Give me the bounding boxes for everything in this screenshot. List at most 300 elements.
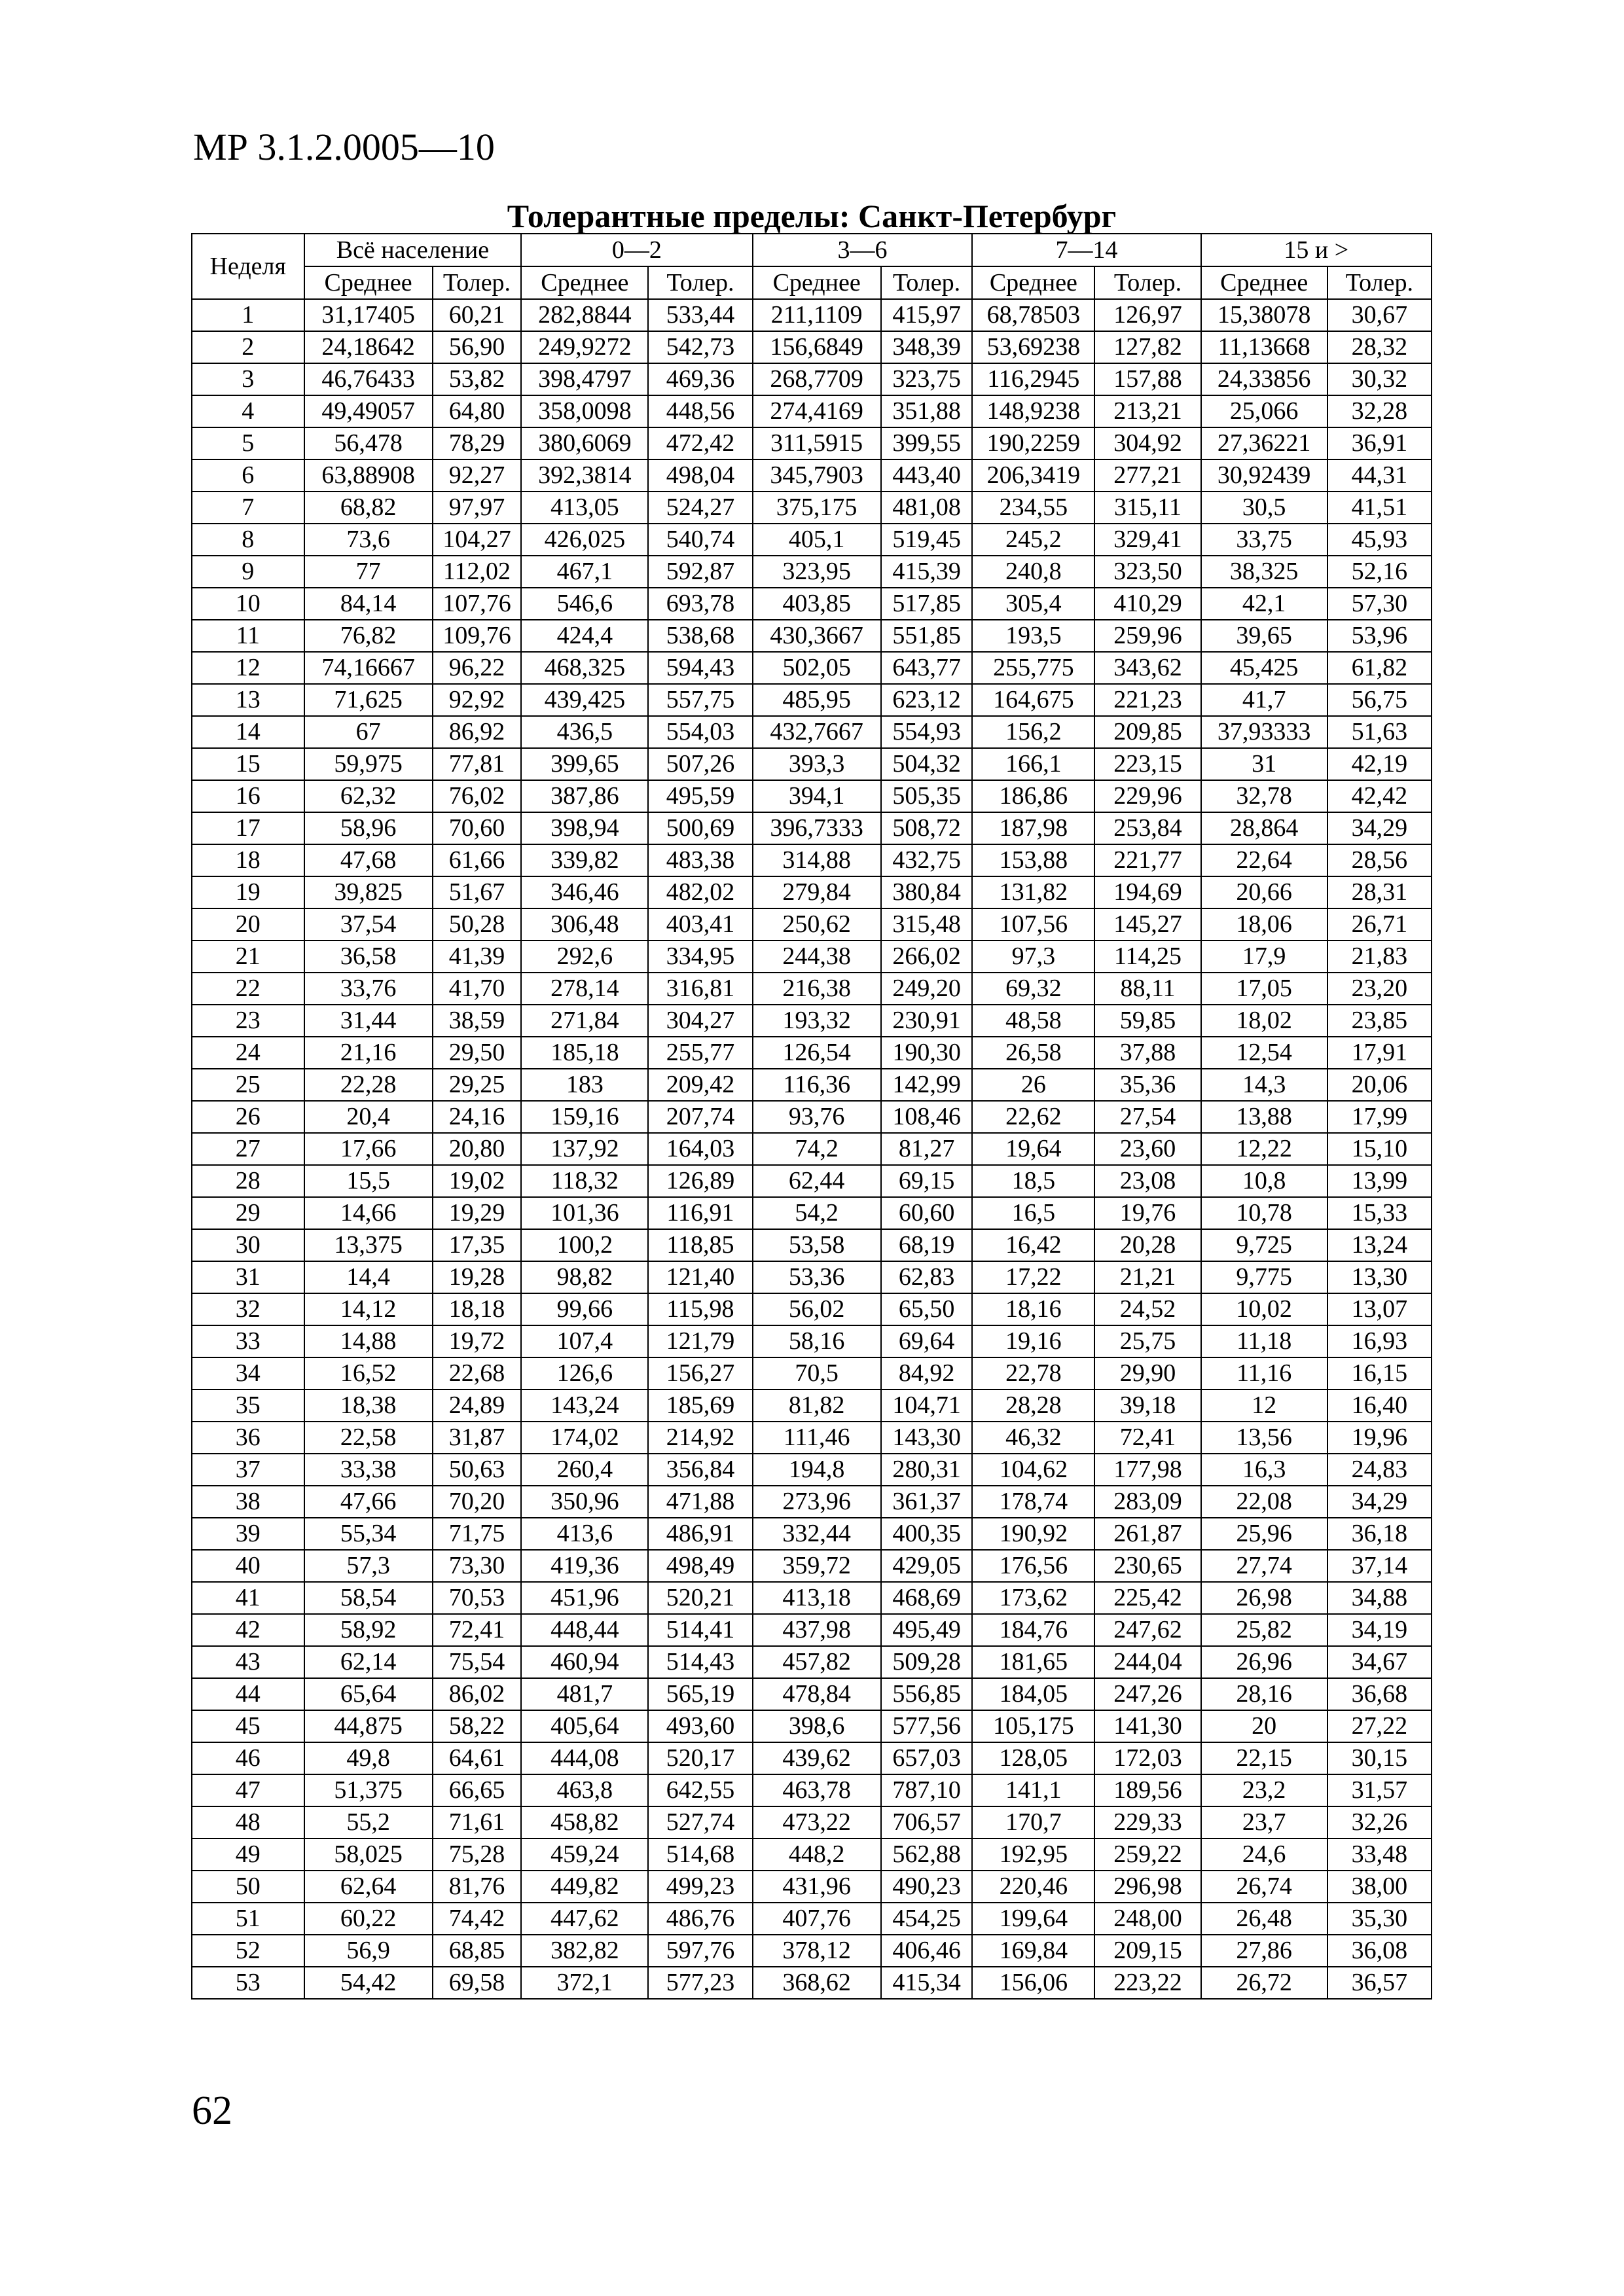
mean-cell: 31 (1201, 748, 1327, 780)
tolerance-cell: 28,32 (1327, 331, 1432, 363)
table-row (192, 1550, 1432, 1582)
tolerance-cell: 19,02 (433, 1165, 522, 1197)
tolerance-cell: 41,51 (1327, 492, 1432, 524)
mean-cell: 467,1 (521, 556, 648, 588)
table-row (192, 299, 1432, 331)
table-row (192, 492, 1432, 524)
table-row (192, 1678, 1432, 1710)
tolerance-cell: 41,70 (433, 973, 522, 1005)
tolerance-cell: 23,08 (1094, 1165, 1200, 1197)
tolerance-cell: 304,92 (1094, 427, 1200, 459)
tolerance-cell: 20,28 (1094, 1229, 1200, 1261)
week-cell: 3 (192, 363, 304, 395)
tolerance-cell: 207,74 (648, 1101, 752, 1133)
mean-cell: 478,84 (753, 1678, 881, 1710)
tolerance-cell: 486,76 (648, 1903, 752, 1935)
mean-cell: 26 (972, 1069, 1094, 1101)
mean-cell: 380,6069 (521, 427, 648, 459)
mean-cell: 55,34 (304, 1518, 433, 1550)
mean-cell: 305,4 (972, 588, 1094, 620)
tolerance-cell: 86,02 (433, 1678, 522, 1710)
tolerance-cell: 253,84 (1094, 812, 1200, 844)
mean-cell: 101,36 (521, 1197, 648, 1229)
mean-cell: 18,06 (1201, 908, 1327, 941)
table-row (192, 556, 1432, 588)
tolerance-cell: 13,07 (1327, 1293, 1432, 1325)
week-cell: 6 (192, 459, 304, 492)
mean-cell: 372,1 (521, 1967, 648, 1999)
mean-cell: 220,46 (972, 1871, 1094, 1903)
header-row-groups (192, 234, 1432, 266)
tolerance-cell: 787,10 (881, 1774, 973, 1806)
mean-cell: 28,28 (972, 1390, 1094, 1422)
mean-cell: 105,175 (972, 1710, 1094, 1742)
tolerance-cell: 59,85 (1094, 1005, 1200, 1037)
tolerance-cell: 508,72 (881, 812, 973, 844)
mean-cell: 10,8 (1201, 1165, 1327, 1197)
tolerance-cell: 70,60 (433, 812, 522, 844)
subheader-mean: Среднее (1201, 266, 1327, 299)
mean-cell: 166,1 (972, 748, 1094, 780)
group-header-age-3-6: 3—6 (753, 234, 973, 266)
tolerance-cell: 577,56 (881, 1710, 973, 1742)
mean-cell: 48,58 (972, 1005, 1094, 1037)
tolerance-cell: 554,93 (881, 716, 973, 748)
tolerance-cell: 221,23 (1094, 684, 1200, 716)
tolerance-cell: 296,98 (1094, 1871, 1200, 1903)
tolerance-cell: 60,60 (881, 1197, 973, 1229)
tolerance-cell: 556,85 (881, 1678, 973, 1710)
tolerance-cell: 20,06 (1327, 1069, 1432, 1101)
tolerance-cell: 20,80 (433, 1133, 522, 1165)
tolerance-cell: 266,02 (881, 941, 973, 973)
mean-cell: 22,08 (1201, 1486, 1327, 1518)
tolerance-cell: 230,65 (1094, 1550, 1200, 1582)
mean-cell: 53,36 (753, 1261, 881, 1293)
tolerance-cell: 92,27 (433, 459, 522, 492)
table-body (192, 299, 1432, 1999)
mean-cell: 47,66 (304, 1486, 433, 1518)
mean-cell: 14,4 (304, 1261, 433, 1293)
tolerance-cell: 17,99 (1327, 1101, 1432, 1133)
mean-cell: 439,62 (753, 1742, 881, 1774)
mean-cell: 485,95 (753, 684, 881, 716)
tolerance-cell: 112,02 (433, 556, 522, 588)
tolerance-cell: 594,43 (648, 652, 752, 684)
tolerance-cell: 323,50 (1094, 556, 1200, 588)
tolerance-cell: 118,85 (648, 1229, 752, 1261)
table-row (192, 1582, 1432, 1614)
mean-cell: 502,05 (753, 652, 881, 684)
mean-cell: 448,44 (521, 1614, 648, 1646)
week-cell: 25 (192, 1069, 304, 1101)
mean-cell: 118,32 (521, 1165, 648, 1197)
mean-cell: 59,975 (304, 748, 433, 780)
tolerance-cell: 261,87 (1094, 1518, 1200, 1550)
tolerance-cell: 33,48 (1327, 1839, 1432, 1871)
tolerance-cell: 157,88 (1094, 363, 1200, 395)
table-row (192, 1293, 1432, 1325)
table-row (192, 1101, 1432, 1133)
mean-cell: 332,44 (753, 1518, 881, 1550)
mean-cell: 460,94 (521, 1646, 648, 1678)
tolerance-cell: 19,76 (1094, 1197, 1200, 1229)
mean-cell: 116,36 (753, 1069, 881, 1101)
tolerance-cell: 77,81 (433, 748, 522, 780)
mean-cell: 398,94 (521, 812, 648, 844)
tolerance-cell: 415,34 (881, 1967, 973, 1999)
mean-cell: 131,82 (972, 876, 1094, 908)
tolerance-cell: 259,96 (1094, 620, 1200, 652)
table-row (192, 1197, 1432, 1229)
mean-cell: 20 (1201, 1710, 1327, 1742)
table-row (192, 1454, 1432, 1486)
week-cell: 10 (192, 588, 304, 620)
table-row (192, 780, 1432, 812)
mean-cell: 46,32 (972, 1422, 1094, 1454)
mean-cell: 26,98 (1201, 1582, 1327, 1614)
tolerance-cell: 24,89 (433, 1390, 522, 1422)
mean-cell: 47,68 (304, 844, 433, 876)
mean-cell: 282,8844 (521, 299, 648, 331)
tolerance-cell: 481,08 (881, 492, 973, 524)
mean-cell: 28,16 (1201, 1678, 1327, 1710)
table-row (192, 1806, 1432, 1839)
table-row (192, 1037, 1432, 1069)
week-cell: 24 (192, 1037, 304, 1069)
tolerance-cell: 28,31 (1327, 876, 1432, 908)
table-row (192, 1614, 1432, 1646)
mean-cell: 451,96 (521, 1582, 648, 1614)
tolerance-cell: 34,67 (1327, 1646, 1432, 1678)
tolerance-cell: 249,20 (881, 973, 973, 1005)
mean-cell: 62,44 (753, 1165, 881, 1197)
tolerance-cell: 259,22 (1094, 1839, 1200, 1871)
week-cell: 42 (192, 1614, 304, 1646)
tolerance-cell: 35,30 (1327, 1903, 1432, 1935)
mean-cell: 268,7709 (753, 363, 881, 395)
tolerance-cell: 177,98 (1094, 1454, 1200, 1486)
week-cell: 21 (192, 941, 304, 973)
tolerance-cell: 361,37 (881, 1486, 973, 1518)
mean-cell: 126,54 (753, 1037, 881, 1069)
mean-cell: 99,66 (521, 1293, 648, 1325)
mean-cell: 387,86 (521, 780, 648, 812)
table-row (192, 908, 1432, 941)
tolerance-cell: 74,42 (433, 1903, 522, 1935)
mean-cell: 458,82 (521, 1806, 648, 1839)
tolerance-cell: 13,24 (1327, 1229, 1432, 1261)
tolerance-cell: 143,30 (881, 1422, 973, 1454)
tolerance-cell: 410,29 (1094, 588, 1200, 620)
mean-cell: 39,65 (1201, 620, 1327, 652)
mean-cell: 18,16 (972, 1293, 1094, 1325)
tolerance-cell: 500,69 (648, 812, 752, 844)
week-cell: 30 (192, 1229, 304, 1261)
mean-cell: 273,96 (753, 1486, 881, 1518)
tolerance-cell: 189,56 (1094, 1774, 1200, 1806)
tolerance-cell: 64,61 (433, 1742, 522, 1774)
tolerance-cell: 56,75 (1327, 684, 1432, 716)
tolerance-cell: 27,22 (1327, 1710, 1432, 1742)
mean-cell: 449,82 (521, 1871, 648, 1903)
tolerance-cell: 448,56 (648, 395, 752, 427)
mean-cell: 13,88 (1201, 1101, 1327, 1133)
tolerance-cell: 69,64 (881, 1325, 973, 1357)
tolerance-cell: 36,91 (1327, 427, 1432, 459)
tolerance-cell: 592,87 (648, 556, 752, 588)
mean-cell: 16,52 (304, 1357, 433, 1390)
week-cell: 18 (192, 844, 304, 876)
tolerance-cell: 454,25 (881, 1903, 973, 1935)
tolerance-cell: 517,85 (881, 588, 973, 620)
table-row (192, 1967, 1432, 1999)
table-row (192, 941, 1432, 973)
mean-cell: 26,48 (1201, 1903, 1327, 1935)
mean-cell: 279,84 (753, 876, 881, 908)
tolerance-cell: 504,32 (881, 748, 973, 780)
mean-cell: 27,36221 (1201, 427, 1327, 459)
tolerance-cell: 415,39 (881, 556, 973, 588)
tolerance-cell: 75,28 (433, 1839, 522, 1871)
tolerance-cell: 223,15 (1094, 748, 1200, 780)
mean-cell: 448,2 (753, 1839, 881, 1871)
tolerance-cell: 524,27 (648, 492, 752, 524)
mean-cell: 398,4797 (521, 363, 648, 395)
tolerance-cell: 86,92 (433, 716, 522, 748)
mean-cell: 58,16 (753, 1325, 881, 1357)
mean-cell: 107,56 (972, 908, 1094, 941)
mean-cell: 128,05 (972, 1742, 1094, 1774)
mean-cell: 413,18 (753, 1582, 881, 1614)
mean-cell: 24,33856 (1201, 363, 1327, 395)
mean-cell: 27,74 (1201, 1550, 1327, 1582)
tolerance-cell: 51,63 (1327, 716, 1432, 748)
tolerance-cell: 498,49 (648, 1550, 752, 1582)
week-cell: 53 (192, 1967, 304, 1999)
mean-cell: 424,4 (521, 620, 648, 652)
week-cell: 1 (192, 299, 304, 331)
tolerance-cell: 50,28 (433, 908, 522, 941)
mean-cell: 22,58 (304, 1422, 433, 1454)
tolerance-cell: 351,88 (881, 395, 973, 427)
mean-cell: 184,05 (972, 1678, 1094, 1710)
mean-cell: 164,675 (972, 684, 1094, 716)
tolerance-cell: 495,59 (648, 780, 752, 812)
week-cell: 32 (192, 1293, 304, 1325)
tolerance-cell: 156,27 (648, 1357, 752, 1390)
tolerance-cell: 78,29 (433, 427, 522, 459)
table-title: Толерантные пределы: Санкт-Петербург (507, 198, 1117, 234)
tolerance-cell: 482,02 (648, 876, 752, 908)
tolerance-cell: 88,11 (1094, 973, 1200, 1005)
mean-cell: 14,12 (304, 1293, 433, 1325)
week-cell: 44 (192, 1678, 304, 1710)
tolerance-cell: 507,26 (648, 748, 752, 780)
mean-cell: 31,44 (304, 1005, 433, 1037)
mean-cell: 18,38 (304, 1390, 433, 1422)
week-cell: 34 (192, 1357, 304, 1390)
mean-cell: 192,95 (972, 1839, 1094, 1871)
mean-cell: 481,7 (521, 1678, 648, 1710)
table-row (192, 1710, 1432, 1742)
tolerance-cell: 247,62 (1094, 1614, 1200, 1646)
tolerance-cell: 565,19 (648, 1678, 752, 1710)
table-row (192, 1839, 1432, 1871)
mean-cell: 211,1109 (753, 299, 881, 331)
tolerance-cell: 209,15 (1094, 1935, 1200, 1967)
mean-cell: 12 (1201, 1390, 1327, 1422)
mean-cell: 126,6 (521, 1357, 648, 1390)
week-cell: 14 (192, 716, 304, 748)
mean-cell: 13,375 (304, 1229, 433, 1261)
mean-cell: 11,18 (1201, 1325, 1327, 1357)
mean-cell: 56,9 (304, 1935, 433, 1967)
week-cell: 37 (192, 1454, 304, 1486)
tolerance-cell: 104,27 (433, 524, 522, 556)
tolerance-cell: 41,39 (433, 941, 522, 973)
week-cell: 52 (192, 1935, 304, 1967)
tolerance-cell: 597,76 (648, 1935, 752, 1967)
mean-cell: 382,82 (521, 1935, 648, 1967)
tolerance-cell: 693,78 (648, 588, 752, 620)
mean-cell: 39,825 (304, 876, 433, 908)
tolerance-cell: 18,18 (433, 1293, 522, 1325)
tolerance-cell: 520,17 (648, 1742, 752, 1774)
mean-cell: 468,325 (521, 652, 648, 684)
week-cell: 49 (192, 1839, 304, 1871)
tolerance-cell: 380,84 (881, 876, 973, 908)
week-cell: 7 (192, 492, 304, 524)
mean-cell: 62,32 (304, 780, 433, 812)
mean-cell: 314,88 (753, 844, 881, 876)
week-cell: 11 (192, 620, 304, 652)
tolerance-cell: 19,29 (433, 1197, 522, 1229)
tolerance-cell: 37,88 (1094, 1037, 1200, 1069)
tolerance-cell: 36,18 (1327, 1518, 1432, 1550)
subheader-mean: Среднее (521, 266, 648, 299)
table-row (192, 1871, 1432, 1903)
tolerance-cell: 145,27 (1094, 908, 1200, 941)
week-column-header: Неделя (192, 234, 304, 299)
tolerance-cell: 225,42 (1094, 1582, 1200, 1614)
table-row (192, 1742, 1432, 1774)
mean-cell: 463,8 (521, 1774, 648, 1806)
tolerance-cell: 29,25 (433, 1069, 522, 1101)
mean-cell: 419,36 (521, 1550, 648, 1582)
mean-cell: 169,84 (972, 1935, 1094, 1967)
mean-cell: 339,82 (521, 844, 648, 876)
mean-cell: 9,725 (1201, 1229, 1327, 1261)
mean-cell: 21,16 (304, 1037, 433, 1069)
mean-cell: 74,16667 (304, 652, 433, 684)
subheader-mean: Среднее (753, 266, 881, 299)
tolerance-cell: 13,99 (1327, 1165, 1432, 1197)
tolerance-cell: 141,30 (1094, 1710, 1200, 1742)
week-cell: 9 (192, 556, 304, 588)
tolerance-cell: 35,36 (1094, 1069, 1200, 1101)
tolerance-cell: 50,63 (433, 1454, 522, 1486)
mean-cell: 173,62 (972, 1582, 1094, 1614)
tolerance-cell: 53,82 (433, 363, 522, 395)
tolerance-cell: 81,27 (881, 1133, 973, 1165)
mean-cell: 23,2 (1201, 1774, 1327, 1806)
mean-cell: 11,13668 (1201, 331, 1327, 363)
mean-cell: 74,2 (753, 1133, 881, 1165)
mean-cell: 58,025 (304, 1839, 433, 1871)
mean-cell: 23,7 (1201, 1806, 1327, 1839)
week-cell: 51 (192, 1903, 304, 1935)
tolerance-cell: 30,15 (1327, 1742, 1432, 1774)
tolerance-cell: 486,91 (648, 1518, 752, 1550)
table-row (192, 844, 1432, 876)
mean-cell: 22,28 (304, 1069, 433, 1101)
tolerance-cell: 538,68 (648, 620, 752, 652)
tolerance-cell: 71,75 (433, 1518, 522, 1550)
tolerance-cell: 443,40 (881, 459, 973, 492)
week-cell: 23 (192, 1005, 304, 1037)
tolerance-cell: 16,40 (1327, 1390, 1432, 1422)
tolerance-cell: 323,75 (881, 363, 973, 395)
week-cell: 41 (192, 1582, 304, 1614)
tolerance-cell: 127,82 (1094, 331, 1200, 363)
tolerance-cell: 57,30 (1327, 588, 1432, 620)
mean-cell: 413,05 (521, 492, 648, 524)
mean-cell: 190,92 (972, 1518, 1094, 1550)
page-number: 62 (192, 2089, 232, 2133)
mean-cell: 137,92 (521, 1133, 648, 1165)
tolerance-cell: 24,52 (1094, 1293, 1200, 1325)
group-header-age-7-14: 7—14 (972, 234, 1200, 266)
mean-cell: 234,55 (972, 492, 1094, 524)
mean-cell: 260,4 (521, 1454, 648, 1486)
mean-cell: 56,02 (753, 1293, 881, 1325)
tolerance-table (191, 233, 1432, 2000)
tolerance-cell: 230,91 (881, 1005, 973, 1037)
mean-cell: 44,875 (304, 1710, 433, 1742)
table-row (192, 363, 1432, 395)
mean-cell: 41,7 (1201, 684, 1327, 716)
tolerance-cell: 209,85 (1094, 716, 1200, 748)
week-cell: 16 (192, 780, 304, 812)
mean-cell: 463,78 (753, 1774, 881, 1806)
tolerance-cell: 403,41 (648, 908, 752, 941)
mean-cell: 185,18 (521, 1037, 648, 1069)
tolerance-cell: 34,88 (1327, 1582, 1432, 1614)
mean-cell: 394,1 (753, 780, 881, 812)
mean-cell: 107,4 (521, 1325, 648, 1357)
tolerance-cell: 24,16 (433, 1101, 522, 1133)
mean-cell: 10,02 (1201, 1293, 1327, 1325)
week-cell: 15 (192, 748, 304, 780)
mean-cell: 38,325 (1201, 556, 1327, 588)
tolerance-cell: 498,04 (648, 459, 752, 492)
mean-cell: 184,76 (972, 1614, 1094, 1646)
week-cell: 45 (192, 1710, 304, 1742)
tolerance-cell: 185,69 (648, 1390, 752, 1422)
mean-cell: 116,2945 (972, 363, 1094, 395)
tolerance-cell: 514,43 (648, 1646, 752, 1678)
mean-cell: 447,62 (521, 1903, 648, 1935)
mean-cell: 430,3667 (753, 620, 881, 652)
mean-cell: 186,86 (972, 780, 1094, 812)
mean-cell: 156,6849 (753, 331, 881, 363)
mean-cell: 69,32 (972, 973, 1094, 1005)
table-row (192, 1261, 1432, 1293)
mean-cell: 323,95 (753, 556, 881, 588)
tolerance-cell: 36,08 (1327, 1935, 1432, 1967)
tolerance-cell: 38,59 (433, 1005, 522, 1037)
